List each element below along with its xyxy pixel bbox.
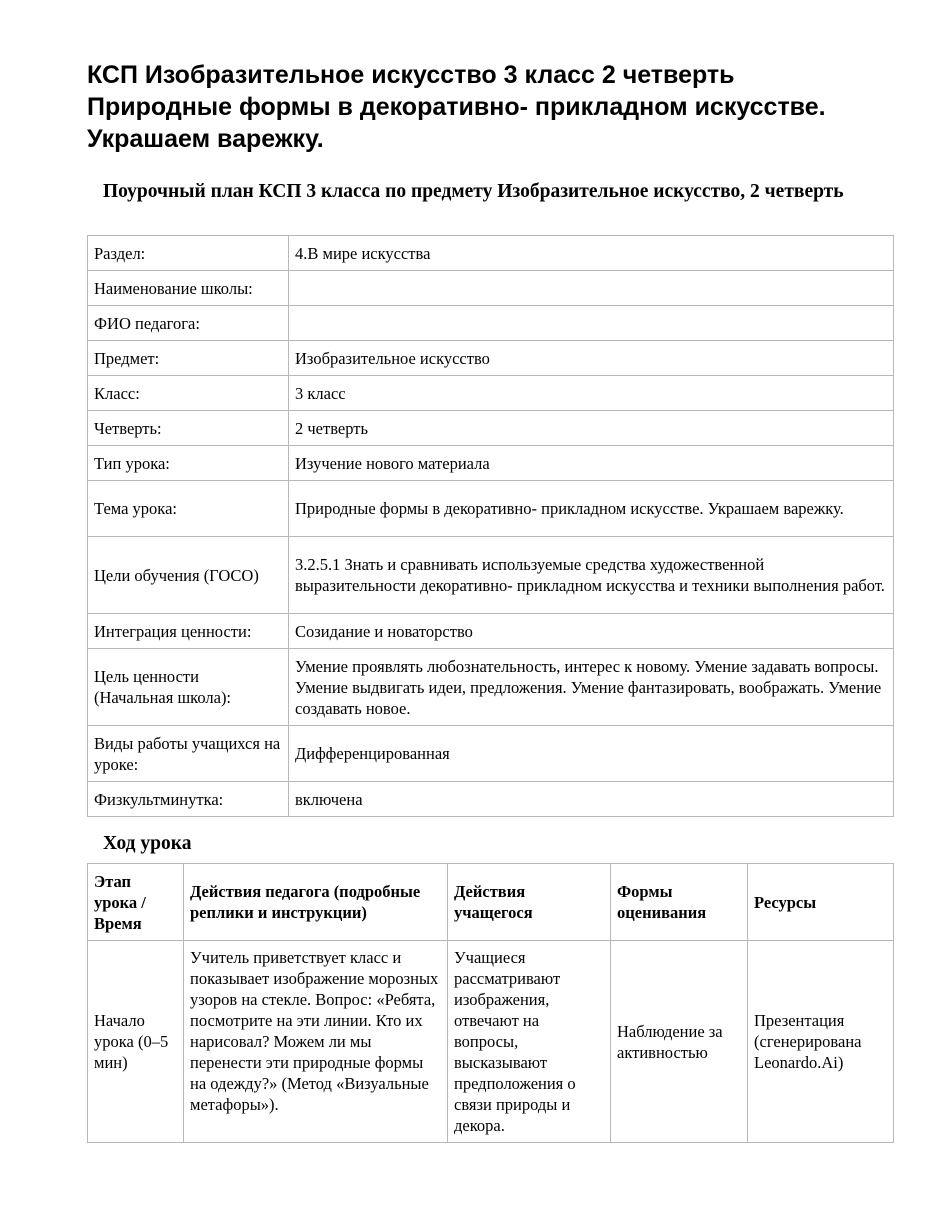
info-label: Интеграция ценности: bbox=[88, 614, 289, 649]
info-row-value-goal bbox=[88, 649, 894, 726]
lesson-plan-heading: Поурочный план КСП 3 класса по предмету Изобразительное искусство, 2 четверть bbox=[103, 181, 844, 202]
info-value: Изобразительное искусство bbox=[289, 341, 894, 376]
info-value: Изучение нового материала bbox=[289, 446, 894, 481]
header-stage: Этап урока / Время bbox=[88, 864, 184, 941]
info-label: Раздел: bbox=[88, 236, 289, 271]
student-actions-cell: Учащиеся рассматривают изображения, отвечают на вопросы, высказывают предположения о связи природы и декора. bbox=[448, 941, 611, 1143]
info-label: Физкультминутка: bbox=[88, 782, 289, 817]
header-resources: Ресурсы bbox=[748, 864, 894, 941]
info-value: 3 класс bbox=[289, 376, 894, 411]
lesson-course-heading: Ход урока bbox=[103, 833, 192, 854]
info-label: Предмет: bbox=[88, 341, 289, 376]
header-student-actions: Действия учащегося bbox=[448, 864, 611, 941]
info-row-lesson-type bbox=[88, 446, 894, 481]
lesson-steps-table bbox=[87, 863, 894, 1143]
table-row bbox=[88, 941, 894, 1143]
info-label: Четверть: bbox=[88, 411, 289, 446]
info-row-school bbox=[88, 271, 894, 306]
info-value: 2 четверть bbox=[289, 411, 894, 446]
info-label: ФИО педагога: bbox=[88, 306, 289, 341]
info-value: Умение проявлять любознательность, интерес к новому. Умение задавать вопросы. Умение выдвигать идеи, предложения. Умение фантазировать, воображать. Умение создавать новое. bbox=[289, 649, 894, 726]
lesson-info-table bbox=[87, 235, 894, 817]
info-row-learning-goals bbox=[88, 537, 894, 614]
info-row-teacher bbox=[88, 306, 894, 341]
info-value: Дифференцированная bbox=[289, 726, 894, 782]
info-label: Тип урока: bbox=[88, 446, 289, 481]
info-value: Созидание и новаторство bbox=[289, 614, 894, 649]
info-row-exercise-break bbox=[88, 782, 894, 817]
document-title: КСП Изобразительное искусство 3 класс 2 четверть Природные формы в декоративно- прикладном искусстве. Украшаем варежку. bbox=[87, 61, 826, 153]
info-value bbox=[289, 271, 894, 306]
info-row-value-integration bbox=[88, 614, 894, 649]
stage-cell: Начало урока (0–5 мин) bbox=[88, 941, 184, 1143]
info-label: Класс: bbox=[88, 376, 289, 411]
steps-header-row bbox=[88, 864, 894, 941]
info-value: 3.2.5.1 Знать и сравнивать используемые средства художественной выразительности декоративно- прикладном искусства и техники выполнения работ. bbox=[289, 537, 894, 614]
info-row-subject bbox=[88, 341, 894, 376]
assessment-cell: Наблюдение за активностью bbox=[611, 941, 748, 1143]
info-label: Цель ценности (Начальная школа): bbox=[88, 649, 289, 726]
info-label: Виды работы учащихся на уроке: bbox=[88, 726, 289, 782]
info-row-section bbox=[88, 236, 894, 271]
info-row-lesson-topic bbox=[88, 481, 894, 537]
info-row-work-types bbox=[88, 726, 894, 782]
header-assessment: Формы оценивания bbox=[611, 864, 748, 941]
info-row-grade bbox=[88, 376, 894, 411]
info-value: включена bbox=[289, 782, 894, 817]
info-value bbox=[289, 306, 894, 341]
resources-cell: Презентация (сгенерирована Leonardo.Ai) bbox=[748, 941, 894, 1143]
info-label: Наименование школы: bbox=[88, 271, 289, 306]
info-value: 4.В мире искусства bbox=[289, 236, 894, 271]
teacher-actions-cell: Учитель приветствует класс и показывает изображение морозных узоров на стекле. Вопрос: «Ребята, посмотрите на эти линии. Кто их нарисовал? Можем ли мы перенести эти природные формы на одежду?» (Метод «Визуальные метафоры»). bbox=[184, 941, 448, 1143]
info-value: Природные формы в декоративно- прикладном искусстве. Украшаем варежку. bbox=[289, 481, 894, 537]
header-teacher-actions: Действия педагога (подробные реплики и инструкции) bbox=[184, 864, 448, 941]
info-label: Цели обучения (ГОСО) bbox=[88, 537, 289, 614]
info-label: Тема урока: bbox=[88, 481, 289, 537]
info-row-quarter bbox=[88, 411, 894, 446]
